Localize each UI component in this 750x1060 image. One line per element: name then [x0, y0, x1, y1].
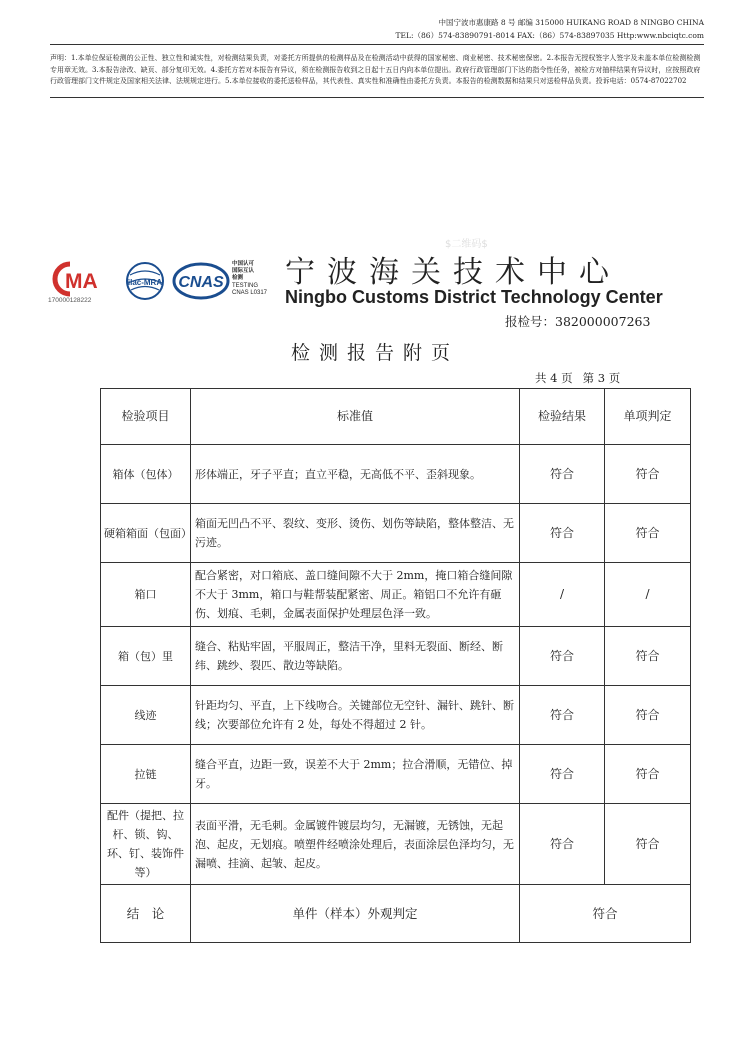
- table-row: [101, 686, 691, 745]
- cma-text: MA: [65, 270, 98, 293]
- cnas-logo: [172, 261, 230, 301]
- row-result: 符合: [520, 745, 605, 804]
- qr-placeholder: $二维码$: [445, 239, 488, 250]
- disclaimer-divider: [50, 97, 704, 98]
- row-item: 拉链: [101, 745, 191, 804]
- conclusion-result: 符合: [520, 885, 691, 943]
- row-standard: 形体端正，牙子平直；直立平稳，无高低不平、歪斜现象。: [191, 445, 520, 504]
- ilac-text: ilac-MRA: [127, 278, 163, 287]
- row-judgment: 符合: [605, 504, 691, 563]
- cnas-cn-line1: 中国认可: [232, 261, 255, 267]
- row-result: 符合: [520, 627, 605, 686]
- row-result: 符合: [520, 804, 605, 885]
- row-standard: 针距均匀、平直，上下线吻合。关键部位无空针、漏针、跳针、断线；次要部位允许有 2 处，每处不得超过 2 针。: [191, 686, 520, 745]
- row-item: 配件（提把、拉杆、锁、钩、环、钉、装饰件等）: [101, 804, 191, 885]
- row-standard: 缝合、粘贴牢固，平服周正，整洁干净，里料无裂面、断经、断纬、跳纱、裂匹、散边等缺陷。: [191, 627, 520, 686]
- row-standard: 表面平滑，无毛刺。金属镀件镀层均匀，无漏镀，无锈蚀，无起泡、起皮，无划痕。喷塑件经喷涂处理后，表面涂层色泽均匀，无漏喷、挂滴、起皱、起皮。: [191, 804, 520, 885]
- document-title: 检测报告附页: [290, 342, 459, 364]
- table-row: [101, 627, 691, 686]
- header-item: 检验项目: [101, 389, 191, 445]
- row-standard: 箱面无凹凸不平、裂纹、变形、烫伤、划伤等缺陷，整体整洁、无污迹。: [191, 504, 520, 563]
- cnas-text: CNAS: [178, 274, 224, 291]
- row-item: 箱体（包体）: [101, 445, 191, 504]
- header-contact: TEL:（86）574-83890791-8014 FAX:（86）574-83897035 Http:www.nbciqtc.com: [395, 31, 704, 40]
- row-item: 箱（包）里: [101, 627, 191, 686]
- total-pages: 共 4 页: [535, 371, 573, 385]
- report-number: 报检号：382000007263: [505, 314, 651, 329]
- cnas-en-line1: TESTING: [232, 282, 259, 289]
- conclusion-row: [101, 885, 691, 943]
- header-judgment: 单项判定: [605, 389, 691, 445]
- cnas-caption: [232, 261, 267, 297]
- certification-logos: [48, 255, 288, 315]
- row-judgment: 符合: [605, 804, 691, 885]
- row-standard: 缝合平直，边距一致，误差不大于 2mm；拉合滑顺，无错位、掉牙。: [191, 745, 520, 804]
- cma-number: 170000128222: [48, 297, 92, 304]
- row-judgment: 符合: [605, 745, 691, 804]
- header-address: 中国宁波市惠康路 8 号 邮编 315000 HUIKANG ROAD 8 NINGBO CHINA: [438, 18, 704, 27]
- row-judgment: /: [605, 563, 691, 627]
- table-row: [101, 504, 691, 563]
- table-row: [101, 445, 691, 504]
- table-row: [101, 745, 691, 804]
- row-item: 硬箱箱面（包面）: [101, 504, 191, 563]
- org-name-cn: 宁波海关技术中心: [285, 255, 621, 290]
- cnas-cn-line3: 检测: [232, 275, 244, 282]
- row-judgment: 符合: [605, 686, 691, 745]
- current-page: 第 3 页: [582, 371, 621, 385]
- conclusion-label: 结 论: [101, 885, 191, 943]
- header-divider: [50, 44, 704, 45]
- row-result: 符合: [520, 504, 605, 563]
- row-item: 箱口: [101, 563, 191, 627]
- row-result: /: [520, 563, 605, 627]
- header-result: 检验结果: [520, 389, 605, 445]
- table-header-row: [101, 389, 691, 445]
- disclaimer: 声明：1.本单位保证检测的公正性、独立性和诚实性，对检测结果负责，对委托方所提供的检测样品及在检测活动中获得的国家秘密、商业秘密、技术秘密保密。2.本报告无授权签字人签字及未盖本单位检测检测专用章无效。3.本报告涂改、缺页、部分复印无效。4.委托方若对本报告有异议，须在检测报告收到之日起十五日内向本单位提出。政府行政管理部门下达的指令性任务，被检方对抽样结果有异议时，应按照政府行政管理部门文件规定及国家相关法律、法规规定进行。5.本单位接收的委托送检样品，其代表性、真实性和准确性由委托方负责。本报告的检测数据和结果只对送检样品负责。投诉电话：0574-87022702: [50, 54, 701, 85]
- row-judgment: 符合: [605, 627, 691, 686]
- row-item: 线迹: [101, 686, 191, 745]
- table-row: [101, 563, 691, 627]
- row-judgment: 符合: [605, 445, 691, 504]
- table-row: [101, 804, 691, 885]
- row-result: 符合: [520, 445, 605, 504]
- ilac-mra-logo: [122, 261, 168, 301]
- cnas-cn-line2: 国际互认: [232, 268, 255, 275]
- row-result: 符合: [520, 686, 605, 745]
- header-standard: 标准值: [191, 389, 520, 445]
- org-name-en: Ningbo Customs District Technology Center: [285, 287, 663, 307]
- page-info: [535, 370, 630, 386]
- cnas-en-line2: CNAS L0317: [232, 289, 268, 296]
- inspection-table: [100, 388, 691, 943]
- row-standard: 配合紧密，对口箱底、盖口缝间隙不大于 2mm，掩口箱合缝间隙不大于 3mm，箱口与鞋帮装配紧密、周正。箱铝口不允许有砸伤、划痕、毛刺，金属表面保护处理层色泽一致。: [191, 563, 520, 627]
- conclusion-basis: 单件（样本）外观判定: [191, 885, 520, 943]
- header-address-block: [396, 16, 704, 42]
- cma-logo: [48, 261, 106, 297]
